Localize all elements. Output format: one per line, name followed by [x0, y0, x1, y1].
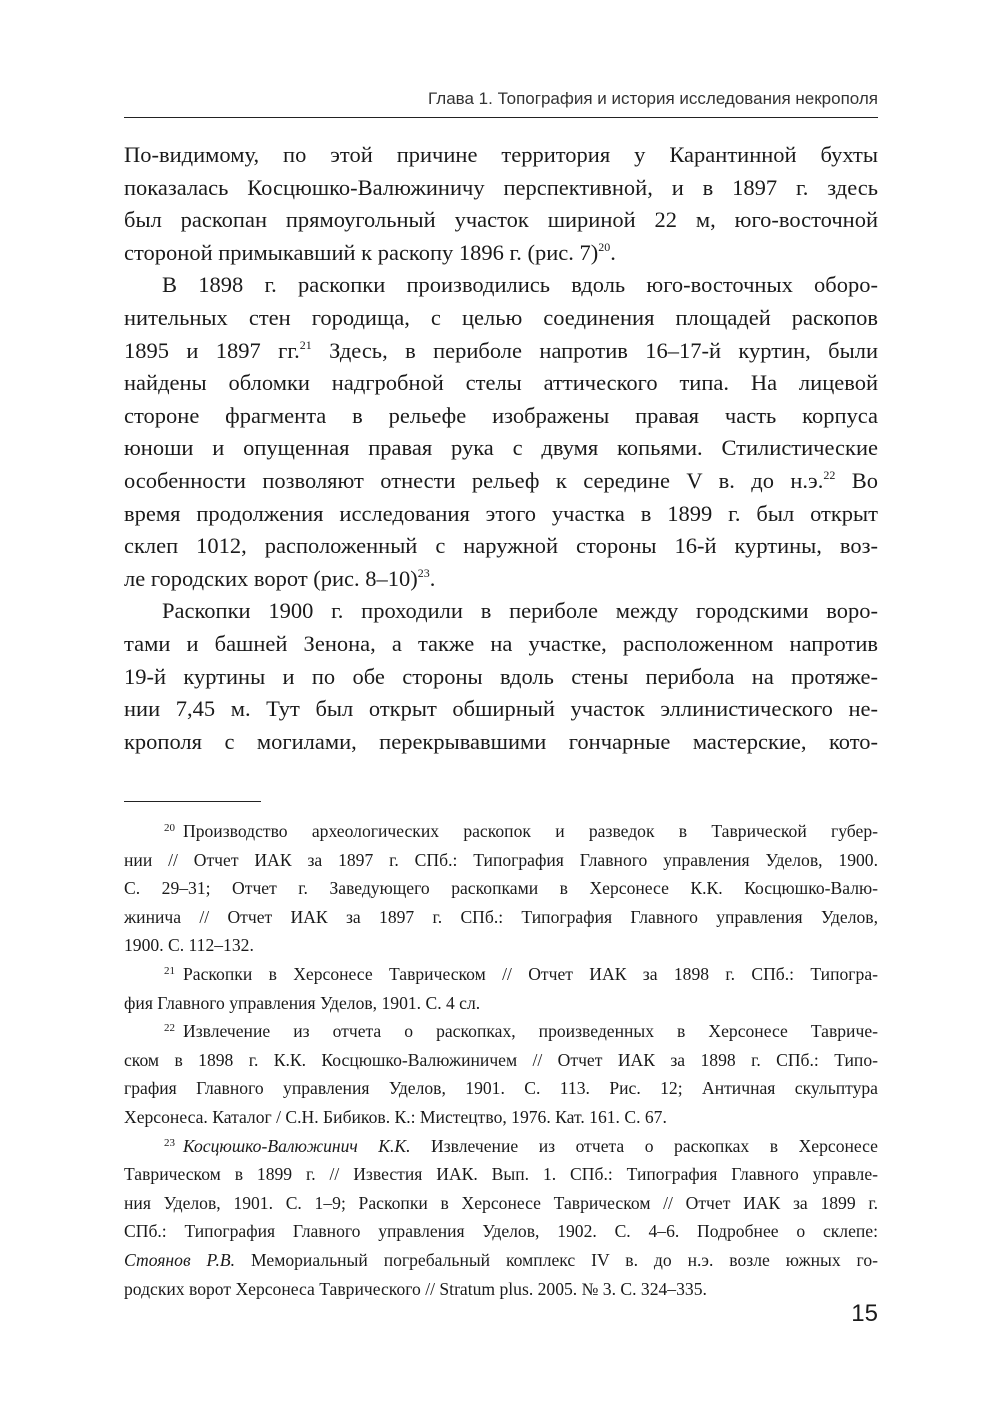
text-segment: Раскопки в Херсонесе Таврическом // Отчет ИАК за 1898 г. СПб.: Типогра-	[183, 963, 878, 984]
text-segment: Мемориальный погребальный комплекс IV в. до н.э. возле южных го-	[235, 1249, 878, 1270]
footnote-21	[124, 960, 878, 1017]
text-line: показалась Косцюшко-Валюжиничу перспективной, и в 1897 г. здесь	[124, 174, 878, 200]
footnote-line: ском в 1898 г. К.К. Косцюшко-Валюжиничем // Отчет ИАК за 1898 г. СПб.: Типо-	[124, 1049, 878, 1070]
text-line: склеп 1012, расположенный с наружной стороны 16-й куртины, воз-	[124, 533, 878, 559]
text-line: Раскопки 1900 г. проходили в периболе между городскими воро-	[162, 598, 878, 624]
text-segment: Производство археологических раскопок и разведок в Таврической губер-	[183, 821, 878, 841]
text-segment: .	[429, 565, 436, 591]
text-segment: Извлечение из отчета о раскопках в Херсонесе	[410, 1135, 878, 1156]
text-line	[124, 563, 878, 596]
footnote-ref-23[interactable]: 23	[417, 565, 430, 580]
text-line: крополя с могилами, перекрывавшими гончарные мастерские, кото-	[124, 728, 878, 754]
footnote-line	[124, 1132, 878, 1161]
footnote-separator	[124, 801, 261, 802]
page-number: 15	[851, 1300, 878, 1327]
footnote-number: 20	[164, 822, 175, 834]
paragraph-2	[124, 269, 878, 595]
footnote-20	[124, 817, 878, 960]
text-line: 19-й куртины и по обе стороны вдоль стены перибола на протяже-	[124, 663, 878, 689]
running-header: Глава 1. Топография и история исследования некрополя	[428, 89, 878, 108]
text-segment: 1895 и 1897 гг.	[124, 337, 300, 363]
text-segment: стороной примыкавший к раскопу 1896 г. (рис. 7)	[124, 239, 599, 265]
footnote-line: 1900. С. 112–132.	[124, 935, 254, 956]
text-line	[124, 237, 878, 270]
text-line	[124, 465, 878, 498]
footnote-22	[124, 1017, 878, 1131]
text-line: найдены обломки надгробной стелы аттического типа. На лицевой	[124, 370, 878, 396]
paragraph-3	[124, 595, 878, 758]
text-segment: Во	[835, 467, 878, 493]
footnote-line	[124, 1246, 878, 1275]
text-line: был раскопан прямоугольный участок шириной 22 м, юго-восточной	[124, 207, 878, 233]
author-name: Стоянов Р.В.	[124, 1249, 236, 1270]
text-segment: ле городских ворот (рис. 8–10)	[124, 565, 418, 591]
footnote-line: графия Главного управления Уделов, 1901. С. 113. Рис. 12; Античная скульптура	[124, 1078, 878, 1099]
footnote-line: нии // Отчет ИАК за 1897 г. СПб.: Типография Главного управления Уделов, 1900.	[124, 849, 878, 870]
paragraph-1	[124, 139, 878, 269]
footnote-line: родских ворот Херсонеса Таврического // Stratum plus. 2005. № 3. С. 324–335.	[124, 1278, 707, 1299]
footnote-line: Таврическом в 1899 г. // Известия ИАК. Вып. 1. СПб.: Типография Главного управле-	[124, 1164, 878, 1185]
footnote-line	[124, 1017, 878, 1046]
footnote-line: Херсонеса. Каталог / С.Н. Бибиков. К.: Мистецтво, 1976. Кат. 161. С. 67.	[124, 1106, 667, 1127]
text-line: тами и башней Зенона, а также на участке, расположенном напротив	[124, 630, 878, 656]
text-segment: .	[610, 239, 616, 265]
text-segment: Извлечение из отчета о раскопках, произведенных в Херсонесе Тавриче-	[183, 1021, 878, 1042]
author-name: Косцюшко-Валюжинич К.К.	[183, 1135, 411, 1156]
text-line: нии 7,45 м. Тут был открыт обширный участок эллинистического не-	[124, 696, 878, 722]
footnote-line	[124, 960, 878, 989]
text-line: время продолжения исследования этого участка в 1899 г. был открыт	[124, 500, 878, 526]
text-line: юноши и опущенная правая рука с двумя копьями. Стилистические	[124, 435, 878, 461]
text-line: стороне фрагмента в рельефе изображены правая часть корпуса	[124, 402, 878, 428]
footnote-line: СПб.: Типография Главного управления Уделов, 1902. С. 4–6. Подробнее о склепе:	[124, 1221, 878, 1242]
footnotes	[124, 817, 878, 1303]
footnote-line: С. 29–31; Отчет г. Заведующего раскопками в Херсонесе К.К. Косцюшко-Валю-	[124, 878, 878, 899]
text-line: В 1898 г. раскопки производились вдоль юго-восточных оборо-	[162, 272, 878, 298]
footnote-23	[124, 1132, 878, 1304]
text-line	[124, 335, 878, 368]
text-segment: Здесь, в периболе напротив 16–17-й куртин, были	[311, 337, 878, 363]
footnote-number: 23	[164, 1136, 175, 1149]
footnote-ref-21[interactable]: 21	[299, 337, 312, 352]
footnote-ref-22[interactable]: 22	[823, 467, 836, 482]
text-segment: особенности позволяют отнести рельеф к середине V в. до н.э.	[124, 467, 824, 493]
main-text	[124, 139, 878, 758]
footnote-line: фия Главного управления Уделов, 1901. С. 4 сл.	[124, 992, 481, 1013]
footnote-line: ния Уделов, 1901. С. 1–9; Раскопки в Херсонесе Таврическом // Отчет ИАК за 1899 г.	[124, 1192, 878, 1213]
header-rule	[124, 117, 878, 118]
footnote-line: жинича // Отчет ИАК за 1897 г. СПб.: Типография Главного управления Уделов,	[124, 906, 878, 927]
footnote-number: 22	[164, 1022, 175, 1035]
footnote-number: 21	[164, 964, 175, 977]
text-line: нительных стен городища, с целью соединения площадей раскопов	[124, 304, 878, 330]
footnote-line	[124, 817, 878, 846]
text-line: По-видимому, по этой причине территория у Карантинной бухты	[124, 142, 878, 167]
footnote-ref-20[interactable]: 20	[598, 239, 611, 254]
